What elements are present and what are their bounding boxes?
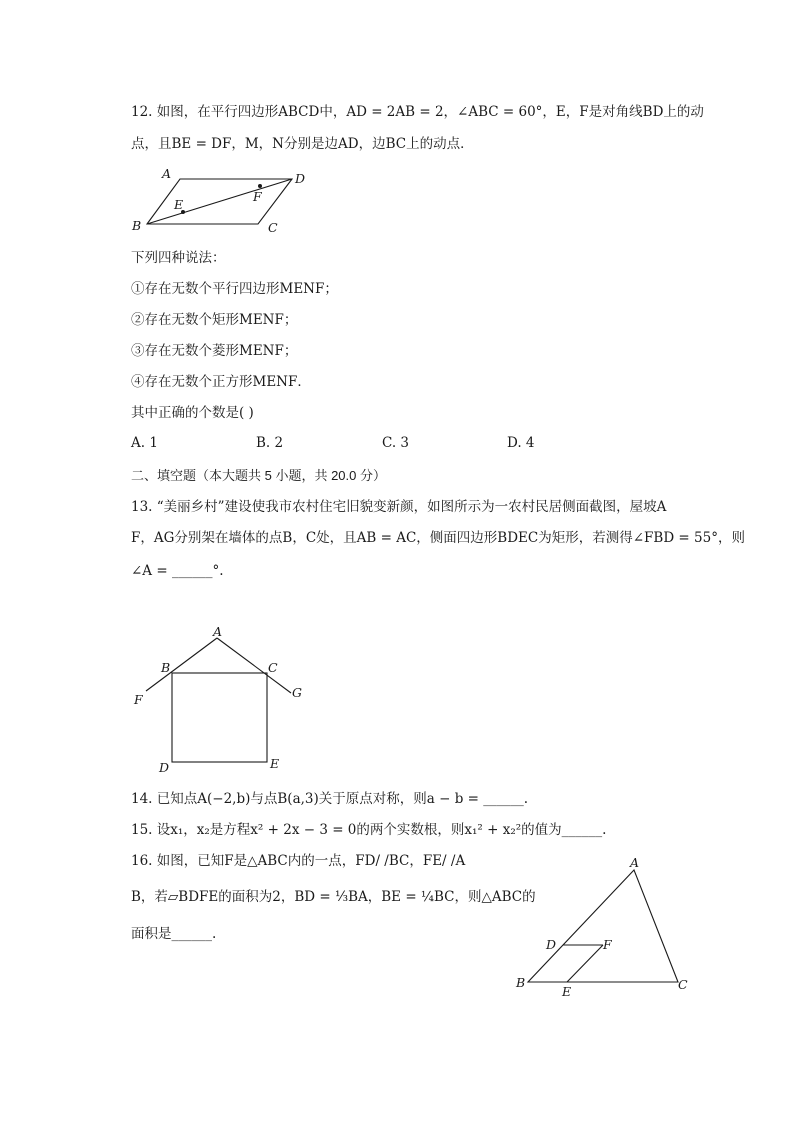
label-G: G (292, 685, 302, 700)
parallelogram-figure (128, 163, 318, 238)
q14: 14. 已知点A(−2,b)与点B(a,3)关于原点对称，则a − b = ______. (131, 791, 529, 807)
option-b[interactable]: B. 2 (256, 435, 284, 451)
label-C: C (268, 220, 278, 235)
section-heading: 二、填空题（本大题共 5 小题，共 20.0 分） (131, 468, 386, 483)
q12-statement-2: ②存在无数个矩形MENF； (131, 312, 298, 328)
q13-line1: 13. “美丽乡村”建设使我市农村住宅旧貌变新颜，如图所示为一农村民居侧面截图，屋坡A (131, 499, 667, 515)
q16-line3: 面积是______. (131, 926, 217, 942)
q13-line2: F，AG分别架在墙体的点B，C处，且AB = AC，侧面四边形BDEC为矩形，若测得∠FBD = 55°，则 (131, 530, 745, 546)
label-A: A (213, 624, 223, 639)
label-F: F (253, 189, 262, 204)
q16-line1: 16. 如图，已知F是△ABC内的一点，FD/ /BC，FE/ /A (131, 853, 466, 869)
label-E: E (270, 756, 280, 771)
q12-statement-3: ③存在无数个菱形MENF； (131, 343, 298, 359)
label-D: D (159, 760, 170, 775)
label-E: E (174, 197, 184, 212)
option-d[interactable]: D. 4 (507, 435, 535, 451)
label-D: D (546, 937, 557, 952)
q12-line2: 点，且BE = DF，M，N分别是边AD，边BC上的动点． (131, 136, 474, 152)
label-A: A (162, 166, 172, 181)
q12-line1: 12. 如图，在平行四边形ABCD中，AD = 2AB = 2，∠ABC = 60°，E，F是对角线BD上的动 (131, 104, 704, 120)
label-F: F (134, 692, 143, 707)
label-B: B (132, 218, 142, 233)
q13-line3: ∠A = ______°. (131, 563, 224, 579)
label-C: C (268, 660, 278, 675)
q12-statement-1: ①存在无数个平行四边形MENF； (131, 281, 338, 297)
option-a[interactable]: A. 1 (131, 435, 158, 451)
q12-question: 其中正确的个数是( ) (131, 405, 254, 421)
label-B: B (161, 660, 171, 675)
label-F: F (603, 937, 612, 952)
house-figure (128, 622, 313, 777)
option-c[interactable]: C. 3 (382, 435, 410, 451)
q15: 15. 设x₁，x₂是方程x² + 2x − 3 = 0的两个实数根，则x₁² + x₂²的值为______. (131, 822, 607, 838)
q12-statement-4: ④存在无数个正方形MENF． (131, 374, 311, 390)
label-E: E (562, 984, 572, 999)
q16-line2: B，若▱BDFE的面积为2，BD = ⅓BA，BE = ¼BC，则△ABC的 (131, 889, 536, 905)
triangle-figure (510, 850, 700, 1000)
label-A: A (630, 855, 640, 870)
q12-intro: 下列四种说法： (131, 250, 226, 266)
label-D: D (295, 171, 306, 186)
label-C: C (678, 977, 688, 992)
label-B: B (516, 975, 526, 990)
